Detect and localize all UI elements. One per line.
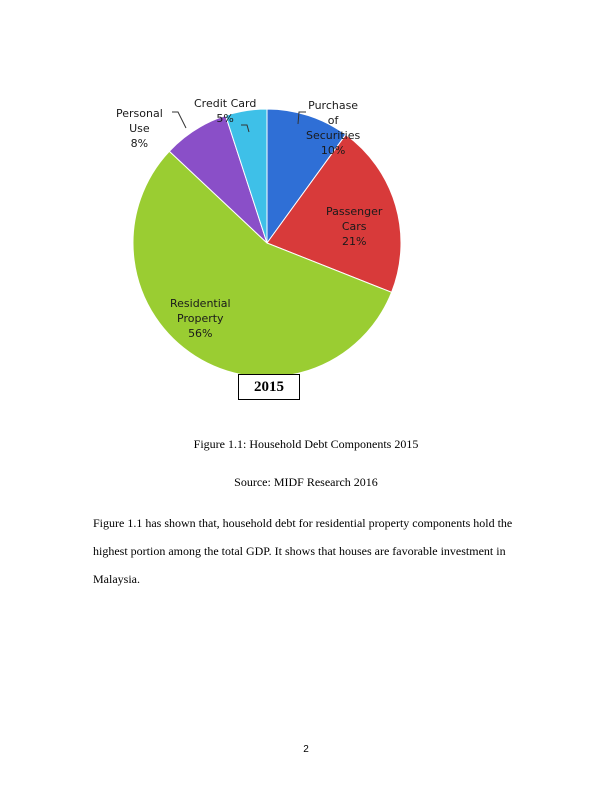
figure-source: Source: MIDF Research 2016 [234, 475, 378, 489]
figure-caption: Figure 1.1: Household Debt Components 2015 [193, 437, 419, 451]
leader-line-personal-use [172, 112, 186, 128]
label-personal-use: Personal Use 8% [116, 107, 163, 150]
label-passenger-cars: Passenger Cars 21% [326, 205, 383, 248]
body-paragraph: Figure 1.1 has shown that, household debt for residential property components hold the highest portion among the total GDP. It shows that houses are favorable investment in Malaysia. [93, 516, 513, 586]
label-securities: Purchase of Securities 10% [306, 99, 361, 157]
label-residential-property: Residential Property 56% [170, 297, 231, 340]
page-number: 2 [303, 744, 309, 755]
chart-year-box: 2015 [238, 374, 300, 400]
label-credit-card: Credit Card 5% [194, 97, 257, 125]
